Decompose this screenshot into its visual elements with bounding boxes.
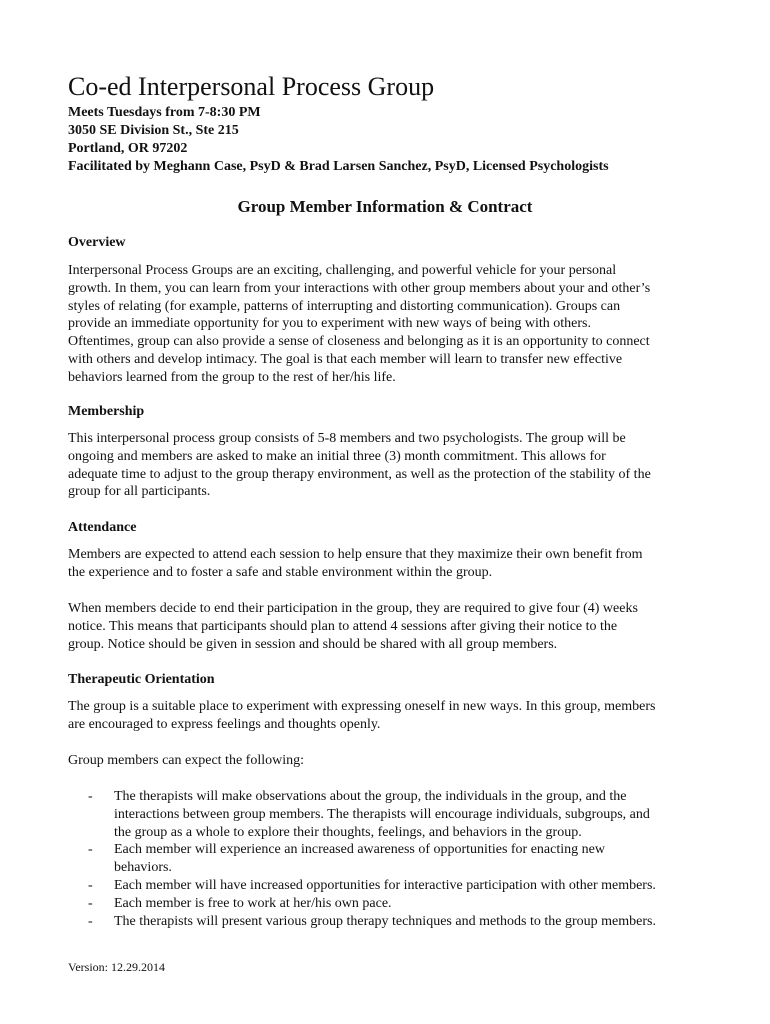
membership-heading: Membership	[68, 404, 145, 419]
text-line: Oftentimes, group can also provide a sense of closeness and belonging as it is an opportunity to connect	[68, 334, 650, 350]
text-line: ongoing and members are asked to make an initial three (3) month commitment. This allows for	[68, 448, 606, 464]
document-title: Co-ed Interpersonal Process Group	[68, 72, 435, 101]
bullet-marker: -	[88, 842, 93, 858]
header-info	[68, 104, 609, 176]
version-footer: Version: 12.29.2014	[68, 960, 165, 974]
overview-heading: Overview	[68, 235, 126, 250]
contract-heading: Group Member Information & Contract	[237, 197, 533, 216]
therapeutic-orientation-heading: Therapeutic Orientation	[68, 672, 215, 687]
bullet-marker: -	[88, 877, 93, 893]
text-line: The therapists will make observations about the group, the individuals in the group, and the	[114, 789, 627, 804]
text-line: The therapists will present various group therapy techniques and methods to the group members.	[114, 913, 656, 929]
facilitators: Facilitated by Meghann Case, PsyD & Brad Larsen Sanchez, PsyD, Licensed Psychologists	[68, 159, 609, 174]
attendance-paragraph-1	[68, 546, 718, 582]
text-line: interactions between group members. The therapists will encourage individuals, subgroups, and	[114, 806, 650, 822]
city-state-zip: Portland, OR 97202	[68, 141, 188, 156]
bullet-marker: -	[88, 789, 93, 804]
text-line: Members are expected to attend each session to help ensure that they maximize their own benefit from	[68, 547, 643, 562]
street-address: 3050 SE Division St., Ste 215	[68, 123, 239, 138]
text-line: provide an immediate opportunity for you to experiment with new ways of being with others.	[68, 316, 591, 332]
membership-paragraph	[68, 430, 718, 501]
text-line: Group members can expect the following:	[68, 753, 304, 768]
text-line: with others and develop intimacy. The goal is that each member will learn to transfer new effective	[68, 351, 623, 367]
text-line: styles of relating (for example, patterns of interrupting and distorting communication). Groups can	[68, 298, 621, 314]
attendance-heading: Attendance	[68, 520, 137, 535]
text-line: Each member will have increased opportunities for interactive participation with other members.	[114, 877, 656, 893]
text-line: adequate time to adjust to the group therapy environment, as well as the protection of the stability of the	[68, 466, 651, 482]
text-line: When members decide to end their participation in the group, they are required to give four (4) weeks	[68, 601, 638, 616]
list-item	[68, 895, 718, 913]
list-item	[68, 841, 718, 877]
text-line: Each member will experience an increased awareness of opportunities for enacting new	[114, 842, 605, 858]
list-item	[68, 788, 718, 841]
text-line: behaviors learned from the group to the rest of her/his life.	[68, 369, 396, 385]
text-line: Each member is free to work at her/his own pace.	[114, 895, 392, 911]
bullet-marker: -	[88, 913, 93, 929]
bullet-marker: -	[88, 895, 93, 911]
text-line: are encouraged to express feelings and thoughts openly.	[68, 716, 381, 732]
text-line: Interpersonal Process Groups are an exciting, challenging, and powerful vehicle for your personal	[68, 263, 617, 278]
text-line: This interpersonal process group consists of 5-8 members and two psychologists. The group will be	[68, 431, 626, 446]
therapeutic-paragraph-1	[68, 698, 718, 734]
attendance-paragraph-2	[68, 600, 718, 653]
text-line: behaviors.	[114, 860, 172, 876]
overview-paragraph	[68, 262, 718, 387]
list-item	[68, 913, 718, 931]
text-line: The group is a suitable place to experiment with expressing oneself in new ways. In this group, members	[68, 699, 656, 714]
therapeutic-paragraph-2	[68, 752, 718, 770]
text-line: the experience and to foster a safe and stable environment within the group.	[68, 564, 493, 580]
meeting-time: Meets Tuesdays from 7-8:30 PM	[68, 105, 261, 120]
text-line: notice. This means that participants should plan to attend 4 sessions after giving their notice to the	[68, 618, 618, 634]
list-item	[68, 877, 718, 895]
text-line: group. Notice should be given in session and should be shared with all group members.	[68, 636, 558, 652]
text-line: growth. In them, you can learn from your interactions with other group members about your and other’s	[68, 280, 651, 296]
expectations-list	[68, 788, 718, 930]
text-line: the group as a whole to explore their thoughts, feelings, and behaviors in the group.	[114, 824, 582, 840]
text-line: group for all participants.	[68, 484, 211, 500]
